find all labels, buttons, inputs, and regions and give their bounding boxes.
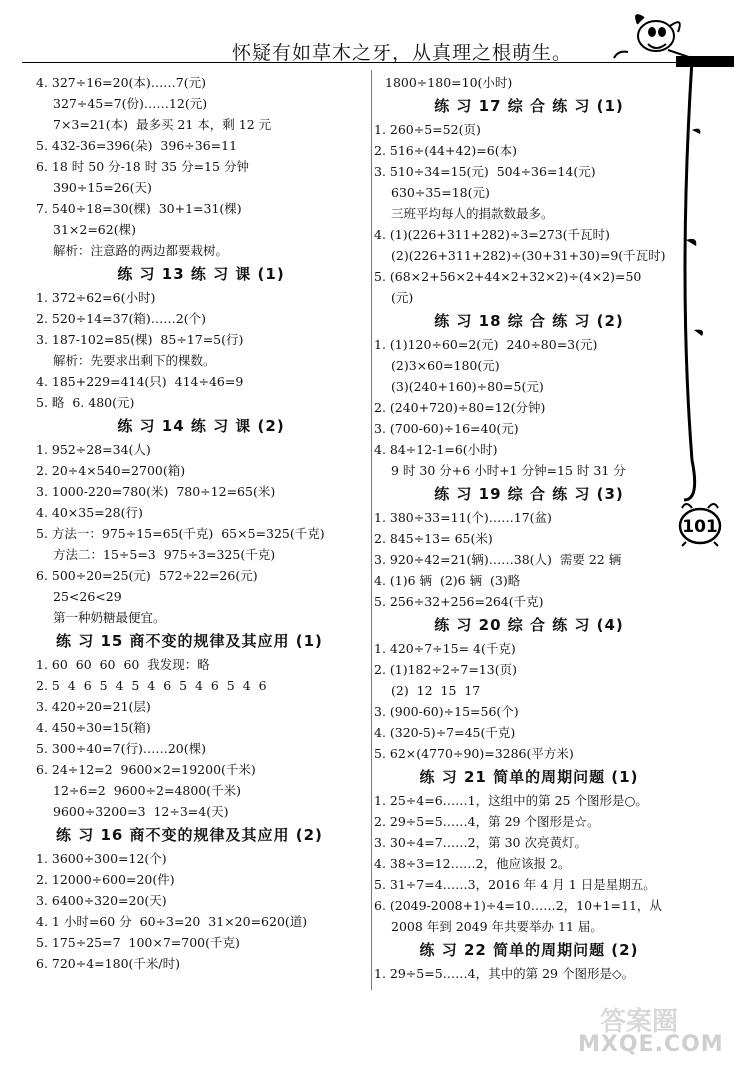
answer-line: 1. 260÷5=52(页) [374,122,481,137]
answer-line: 1. 380÷33=11(个)……17(盆) [374,510,552,525]
answer-line: 2. 29÷5=5……4，第 29 个图形是☆。 [374,814,600,829]
answer-line: 1. 372÷62=6(小时) [36,290,156,305]
answer-line: 2. 520÷14=37(箱)……2(个) [36,311,206,326]
exercise-heading: 练 习 22 简单的周期问题 (2) [419,941,639,959]
answer-line: 6. 720÷4=180(千米/时) [36,956,180,971]
answer-line: 5. 432-36=396(朵) 396÷36=11 [36,138,238,153]
answer-line: 4. 327÷16=20(本)……7(元) [36,75,206,90]
answer-line: 3. 1000-220=780(米) 780÷12=65(米) [36,484,276,499]
answer-line: 2. 845÷13= 65(米) [374,531,493,546]
answer-line: 4. 40×35=28(行) [36,505,143,520]
svg-text:答案圈: 答案圈 [600,1007,679,1037]
answer-line: 5. 31÷7=4……3，2016 年 4 月 1 日是星期五。 [374,877,656,892]
exercise-heading: 练 习 15 商不变的规律及其应用 (1) [56,632,323,650]
answer-line: 1. 25÷4=6……1，这组中的第 25 个图形是○。 [374,793,648,808]
answer-line: 9600÷3200=3 12÷3=4(天) [53,804,229,819]
answer-line: 1. 29÷5=5……4，其中的第 29 个图形是◇。 [374,966,635,981]
answer-line: 3. (700-60)÷16=40(元) [374,421,519,436]
answer-line: 4. (1)6 辆 (2)6 辆 (3)略 [374,573,521,588]
answer-line: 4. 185+229=414(只) 414÷46=9 [36,374,244,389]
answer-line: 3. 510÷34=15(元) 504÷36=14(元) [374,164,596,179]
header-rule [22,62,677,63]
exercise-heading: 练 习 20 综 合 练 习 (4) [434,616,624,634]
answer-line: 第一种奶糖最便宜。 [53,610,166,625]
answer-line: 390÷15=26(天) [53,180,152,195]
answer-line: 3. 187-102=85(棵) 85÷17=5(行) [36,332,244,347]
answer-line: 4. 1 小时=60 分 60÷3=20 31×20=620(道) [36,914,308,929]
answer-line: 2. 5 4 6 5 4 5 4 6 5 4 6 5 4 6 [36,678,267,693]
right-column [374,72,684,984]
answer-line: 3. 420÷20=21(层) [36,699,151,714]
answer-line: 630÷35=18(元) [391,185,490,200]
exercise-heading: 练 习 16 商不变的规律及其应用 (2) [56,826,323,844]
answer-line: 6. 18 时 50 分-18 时 35 分=15 分钟 [36,159,249,174]
answer-line: 327÷45=7(份)……12(元) [53,96,208,111]
answer-line: 解析：先要求出剩下的棵数。 [53,353,216,368]
answer-line: 2. (1)182÷2÷7=13(页) [374,662,517,677]
answer-line: 31×2=62(棵) [53,222,136,237]
answer-line: (2)3×60=180(元) [391,358,500,373]
answer-line: 6. 24÷12=2 9600×2=19200(千米) [36,762,256,777]
answer-line: 2. 20÷4×540=2700(箱) [36,463,186,478]
answer-line: 7. 540÷18=30(棵) 30+1=31(棵) [36,201,242,216]
answer-line: 4. 84÷12-1=6(小时) [374,442,498,457]
answer-line: 3. 920÷42=21(辆)……38(人) 需要 22 辆 [374,552,622,567]
column-divider [371,70,372,990]
answer-line: 12÷6=2 9600÷2=4800(千米) [53,783,241,798]
answer-line: 方法二：15÷5=3 975÷3=325(千克) [53,547,276,562]
answer-line: 4. (1)(226+311+282)÷3=273(千瓦时) [374,227,610,242]
answer-line: 2. 516÷(44+42)=6(本) [374,143,517,158]
watermark-url: MXQE.COM [578,1032,724,1057]
answer-line: 1. 3600÷300=12(个) [36,851,167,866]
answer-line: 4. 38÷3=12……2，他应该报 2。 [374,856,571,871]
answer-line: 7×3=21(本) 最多买 21 本，剩 12 元 [53,117,272,132]
answer-line: 1800÷180=10(小时) [385,75,513,90]
answer-line: 3. 30÷4=7……2，第 30 次亮黄灯。 [374,835,587,850]
answer-line: 4. (320-5)÷7=45(千克) [374,725,516,740]
answer-line: 5. 方法一：975÷15=65(千克) 65×5=325(千克) [36,526,325,541]
page-number: 101 [682,517,718,537]
answer-line: (2) 12 15 17 [391,683,481,698]
answer-line: 解析：注意路的两边都要栽树。 [53,243,229,258]
answer-line: 6. (2049-2008+1)÷4=10……2，10+1=11，从 [374,898,662,913]
exercise-heading: 练 习 17 综 合 练 习 (1) [434,97,624,115]
answer-line: 1. 420÷7÷15= 4(千克) [374,641,516,656]
answer-line: 3. (900-60)÷15=56(个) [374,704,519,719]
answer-line: 三班平均每人的捐款数最多。 [391,206,554,221]
answer-line: 5. 62×(4770÷90)=3286(平方米) [374,746,574,761]
answer-line: 5. (68×2+56×2+44×2+32×2)÷(4×2)=50 [374,269,642,284]
answer-line: 4. 450÷30=15(箱) [36,720,151,735]
exercise-heading: 练 习 21 简单的周期问题 (1) [419,768,639,786]
answer-line: 2008 年到 2049 年共要举办 11 届。 [391,919,603,934]
answer-line: (3)(240+160)÷80=5(元) [391,379,544,394]
answer-line: 3. 6400÷320=20(天) [36,893,167,908]
answer-line: 1. (1)120÷60=2(元) 240÷80=3(元) [374,337,598,352]
answer-line: 25<26<29 [53,589,122,604]
answer-line: 1. 60 60 60 60 我发现：略 [36,657,210,672]
answer-line: 1. 952÷28=34(人) [36,442,151,457]
answer-line: 5. 略 6. 480(元) [36,395,135,410]
answer-line: 5. 300÷40=7(行)……20(棵) [36,741,206,756]
answer-line: 2. (240+720)÷80=12(分钟) [374,400,546,415]
answer-line: 2. 12000÷600=20(件) [36,872,175,887]
answer-line: 6. 500÷20=25(元) 572÷22=26(元) [36,568,258,583]
answer-line: 5. 175÷25=7 100×7=700(千克) [36,935,240,950]
exercise-heading: 练 习 18 综 合 练 习 (2) [434,312,624,330]
left-column [36,72,366,974]
exercise-heading: 练 习 14 练 习 课 (2) [117,417,285,435]
answer-line: 5. 256÷32+256=264(千克) [374,594,544,609]
answer-line: 9 时 30 分+6 小时+1 分钟=15 时 31 分 [391,463,626,478]
header-motto: 怀疑有如草木之牙，从真理之根萌生。 [232,42,573,64]
answer-line: (2)(226+311+282)÷(30+31+30)=9(千瓦时) [391,248,666,263]
exercise-heading: 练 习 19 综 合 练 习 (3) [434,485,624,503]
exercise-heading: 练 习 13 练 习 课 (1) [117,265,285,283]
answer-line: (元) [391,290,414,305]
